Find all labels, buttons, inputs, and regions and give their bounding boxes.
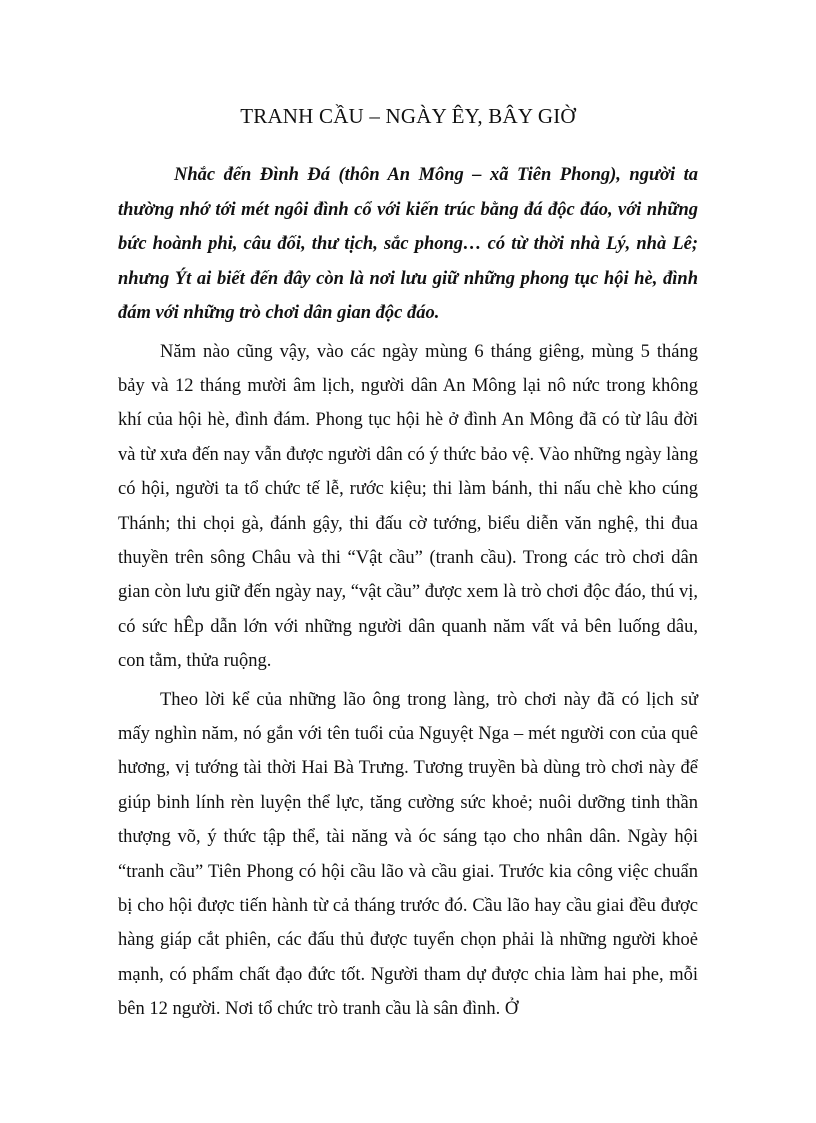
document-title: TRANH CẦU – NGÀY ÊY, BÂY GIỜ: [240, 104, 576, 128]
document-body: [118, 98, 698, 1027]
lead-paragraph: Nhắc đến Đình Đá (thôn An Mông – xã Tiên Phong), người ta thường nhớ tới mét ngôi đình cổ với kiến trúc bằng đá độc đáo, với những bức hoành phi, câu đối, thư tịch, sắc phong… có từ thời nhà Lý, nhà Lê; nhưng Ýt ai biết đến đây còn là nơi lưu giữ những phong tục hội hè, đình đám với những trò chơi dân gian độc đáo.: [118, 165, 698, 323]
body-paragraph-1: Năm nào cũng vậy, vào các ngày mùng 6 tháng giêng, mùng 5 tháng bảy và 12 tháng mười âm lịch, người dân An Mông lại nô nức trong không khí của hội hè, đình đám. Phong tục hội hè ở đình An Mông đã có từ lâu đời và từ xưa đến nay vẫn được người dân có ý thức bảo vệ. Vào những ngày làng có hội, người ta tổ chức tế lễ, rước kiệu; thi làm bánh, thi nấu chè kho cúng Thánh; thi chọi gà, đánh gậy, thi đấu cờ tướng, biểu diễn văn nghệ, thi đua thuyền trên sông Châu và thi “Vật cầu” (tranh cầu). Trong các trò chơi dân gian còn lưu giữ đến ngày nay, “vật cầu” được xem là trò chơi độc đáo, thú vị, có sức hÊp dẫn lớn với những người dân quanh năm vất vả bên luống dâu, con tằm, thửa ruộng.: [118, 341, 698, 672]
body-paragraph-2: Theo lời kể của những lão ông trong làng, trò chơi này đã có lịch sử mấy nghìn năm, nó gắn với tên tuổi của Nguyệt Nga – mét người con của quê hương, vị tướng tài thời Hai Bà Trưng. Tương truyền bà dùng trò chơi này để giúp binh lính rèn luyện thể lực, tăng cường sức khoẻ; nuôi dưỡng tinh thần thượng võ, ý thức tập thể, tài năng và óc sáng tạo cho nhân dân. Ngày hội “tranh cầu” Tiên Phong có hội cầu lão và cầu giai. Trước kia công việc chuẩn bị cho hội được tiến hành từ cả tháng trước đó. Cầu lão hay cầu giai đều được hàng giáp cắt phiên, các đấu thủ được tuyển chọn phải là những người khoẻ mạnh, có phẩm chất đạo đức tốt. Người tham dự được chia làm hai phe, mỗi bên 12 người. Nơi tổ chức trò tranh cầu là sân đình. Ở: [118, 689, 698, 1020]
